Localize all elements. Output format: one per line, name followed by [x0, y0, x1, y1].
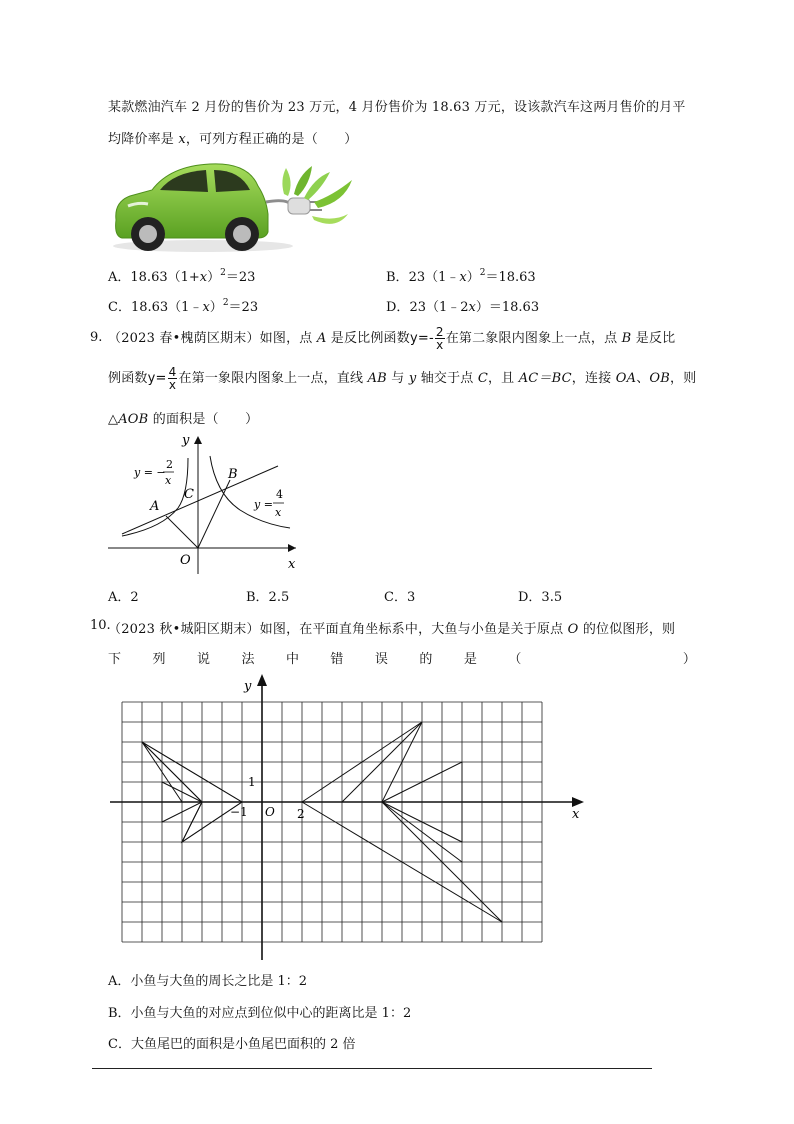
- small-fish: [142, 742, 242, 842]
- x-arrow-icon: [288, 544, 296, 552]
- fraction-2-over-x: $\frac{2}{x}$: [435, 325, 444, 352]
- label-a: A: [150, 499, 160, 514]
- q9-graph: [100, 432, 310, 576]
- label-o: O: [180, 553, 191, 568]
- q8-stem-line1: 某款燃油汽车 2 月份的售价为 23 万元，4 月份售价为 18.63 万元，设该款汽车这两月售价的月平: [108, 100, 686, 115]
- segment-ob: [198, 480, 230, 548]
- q8-option-a[interactable]: A．$18.63(1+x)^2=23$: [108, 268, 256, 285]
- q8-option-c[interactable]: C．18.63（1﹣x）$^2$＝23: [108, 298, 259, 315]
- q10-option-b[interactable]: B．小鱼与大鱼的对应点到位似中心的距离比是 1：2: [108, 1006, 412, 1021]
- grid: [122, 702, 542, 942]
- formula1-den: x: [165, 474, 172, 487]
- label-1: 1: [248, 775, 256, 789]
- q8-stem-line2: 均降价率是 x，可列方程正确的是（ ）: [108, 132, 358, 147]
- q9-option-b[interactable]: B．2.5: [246, 590, 290, 605]
- x-arrow-icon: [572, 797, 584, 807]
- formula1-num: 2: [166, 458, 173, 471]
- formula2-lhs: y =: [254, 498, 273, 511]
- q8-option-d[interactable]: D．23（1﹣2x）＝18.63: [386, 300, 540, 315]
- footer-rule: [92, 1068, 652, 1069]
- q10-stem-line2: 下 列 说 法 中 错 误 的 是 （ ）: [108, 652, 696, 667]
- formula2-num: 4: [276, 488, 283, 501]
- q10-number: 10.: [90, 618, 111, 633]
- label-y: y: [182, 433, 190, 448]
- q9-stem-line2: 例函数y= $\frac{4}{x}$ 在第一象限内图象上一点，直线 AB 与 y 轴交于点 C，且 AC＝BC，连接 OA、OB，则: [108, 365, 697, 392]
- label-neg1: −1: [230, 805, 248, 819]
- label-o: O: [265, 805, 275, 819]
- q9-number: 9.: [90, 330, 103, 345]
- y-arrow-icon: [194, 436, 202, 444]
- formula1-lhs: y = −: [134, 466, 166, 479]
- label-y: y: [244, 679, 252, 694]
- label-x: x: [572, 807, 580, 822]
- q9-option-a[interactable]: A．2: [108, 590, 139, 605]
- segment-oa: [166, 516, 198, 548]
- label-b: B: [228, 467, 238, 482]
- green-car-illustration: [108, 158, 358, 254]
- q9-stem-line1: （2023 春•槐荫区期末）如图，点 A 是反比例函数y=- $\frac{2}{x}$ 在第二象限内图象上一点，点 B 是反比: [108, 325, 676, 352]
- label-c: C: [184, 487, 194, 502]
- q9-option-d[interactable]: D．3.5: [518, 590, 563, 605]
- formula2-den: x: [275, 506, 282, 519]
- q10-grid-figure: [110, 672, 590, 964]
- q10-stem-line1: （2023 秋•城阳区期末）如图，在平面直角坐标系中，大鱼与小鱼是关于原点 O 的位似图形，则: [108, 622, 676, 637]
- fraction-4-over-x: $\frac{4}{x}$: [168, 365, 177, 392]
- q10-option-c[interactable]: C．大鱼尾巴的面积是小鱼尾巴面积的 2 倍: [108, 1037, 356, 1052]
- q9-stem-line3: △AOB 的面积是（ ）: [108, 412, 259, 427]
- label-2: 2: [297, 807, 305, 821]
- q8-option-b[interactable]: B．23（1﹣x）$^2$＝18.63: [386, 268, 536, 285]
- q10-option-a[interactable]: A．小鱼与大鱼的周长之比是 1：2: [108, 974, 308, 989]
- q9-option-c[interactable]: C．3: [384, 590, 416, 605]
- label-x: x: [288, 557, 296, 572]
- y-arrow-icon: [257, 674, 267, 686]
